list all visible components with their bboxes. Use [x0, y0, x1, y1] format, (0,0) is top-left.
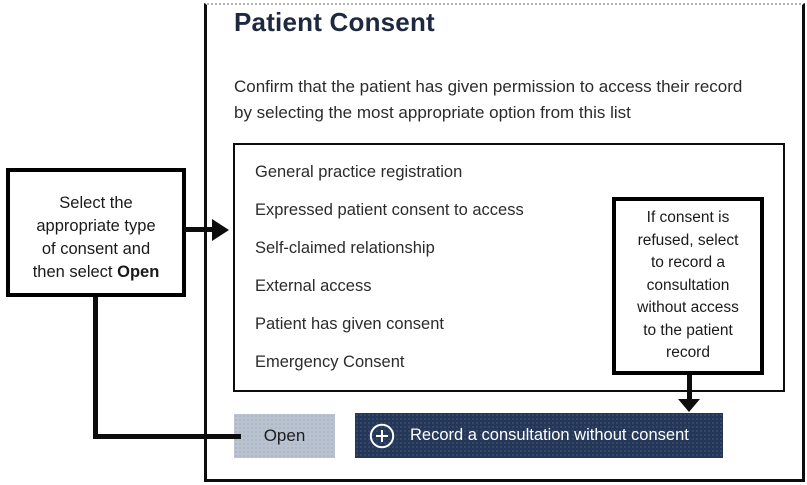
open-button[interactable]: Open — [234, 414, 335, 458]
arrow-to-record-button-shaft — [687, 375, 692, 401]
callout-line: consultation — [646, 276, 730, 294]
select-consent-callout — [6, 168, 186, 297]
consent-option-expressed-patient-consent[interactable]: Expressed patient consent to access — [255, 201, 524, 219]
callout-line: Select the — [59, 194, 133, 212]
callout-line-bold: Open — [117, 263, 160, 281]
callout-line: record — [666, 344, 710, 361]
callout-line: appropriate type — [36, 217, 156, 235]
connector-to-open-button-horizontal — [93, 434, 241, 439]
dialog-title: Patient Consent — [234, 7, 435, 37]
subtitle-line: Confirm that the patient has given permission to access their record — [234, 77, 743, 96]
callout-line-text: then select — [32, 263, 118, 281]
callout-line: If consent is — [646, 209, 730, 226]
connector-to-open-button-vertical — [93, 297, 98, 438]
consent-option-general-practice-registration[interactable]: General practice registration — [255, 163, 463, 181]
consent-option-patient-has-given-consent[interactable]: Patient has given consent — [255, 315, 444, 333]
arrow-to-record-button-head — [678, 399, 700, 412]
consent-option-emergency-consent[interactable]: Emergency Consent — [255, 353, 405, 371]
patient-consent-dialog — [204, 3, 805, 482]
consent-option-external-access[interactable]: External access — [255, 277, 372, 295]
consent-option-self-claimed-relationship[interactable]: Self-claimed relationship — [255, 239, 435, 257]
subtitle-line: by selecting the most appropriate option from this list — [234, 103, 631, 122]
record-button-label: Record a consultation without consent — [410, 426, 689, 444]
record-consultation-button[interactable] — [355, 413, 723, 458]
dialog-subtitle — [234, 74, 742, 126]
refused-consent-callout — [612, 197, 764, 375]
callout-line — [10, 261, 182, 284]
callout-line: to the patient — [643, 321, 733, 339]
arrow-to-consent-list-shaft — [184, 227, 214, 232]
callout-line: without access — [637, 299, 739, 316]
arrow-to-consent-list-head — [212, 219, 229, 241]
plus-circle-icon — [369, 423, 395, 449]
callout-line: of consent and — [41, 240, 151, 258]
callout-line: refused, select — [637, 231, 739, 249]
callout-line: to record a — [650, 254, 726, 271]
